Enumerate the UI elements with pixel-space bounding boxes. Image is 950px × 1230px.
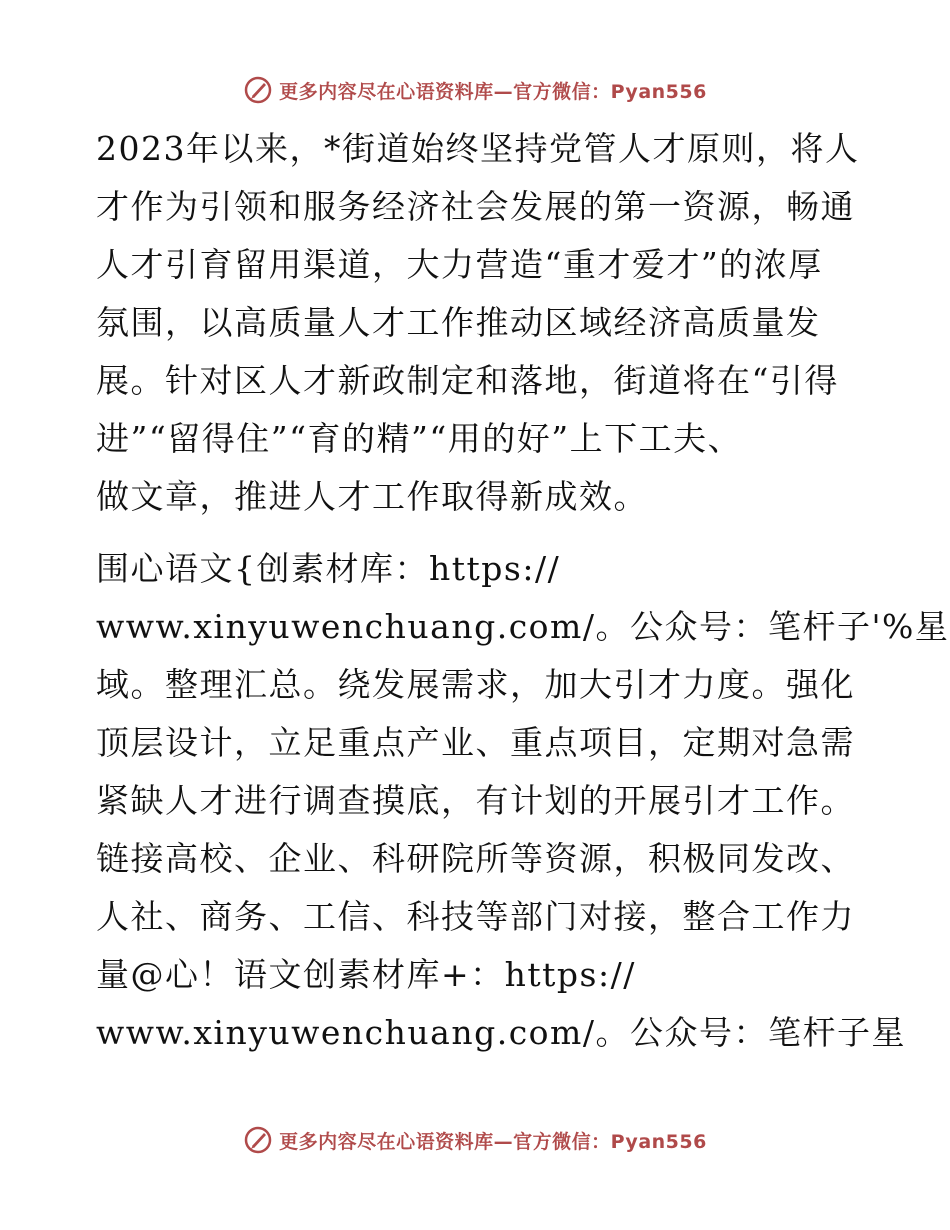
text-line: www.xinyuwenchuang.com/。公众号：笔杆子星: [96, 1013, 906, 1052]
header-banner-text: 更多内容尽在心语资料库—官方微信：Pyan556: [279, 80, 707, 103]
quill-logo-icon: [243, 75, 273, 105]
text-line: 顶层设计，立足重点产业、重点项目，定期对急需: [96, 723, 855, 762]
text-line: 进”“留得住”“育的精”“用的好”上下工夫、: [96, 419, 743, 458]
text-line: 紧缺人才进行调查摸底，有计划的开展引才工作。: [96, 781, 855, 820]
paragraph-gap: [96, 526, 856, 540]
text-line: 人社、商务、工信、科技等部门对接，整合工作力: [96, 897, 855, 936]
quill-logo-icon: [243, 1125, 273, 1155]
text-line: 量@心！语文创素材库+：https://: [96, 955, 636, 994]
paragraph-2: [96, 540, 950, 1062]
text-line: 做文章，推进人才工作取得新成效。: [96, 477, 648, 516]
text-line: 域。整理汇总。绕发展需求，加大引才力度。强化: [96, 665, 855, 704]
text-line: 展。针对区人才新政制定和落地，街道将在“引得: [96, 361, 839, 400]
paragraph-1: [96, 120, 860, 526]
text-line: www.xinyuwenchuang.com/。公众号：笔杆子'%星: [96, 607, 950, 646]
text-line: 围心语文{创素材库：https://: [96, 549, 561, 588]
footer-banner: [0, 1120, 950, 1160]
text-line: 人才引育留用渠道，大力营造“重才爱才”的浓厚: [96, 245, 823, 284]
text-line: 2023年以来，*街道始终坚持党管人才原则，将人: [96, 129, 860, 168]
document-body: [96, 120, 950, 1062]
text-line: 链接高校、企业、科研院所等资源，积极同发改、: [96, 839, 855, 878]
text-line: 才作为引领和服务经济社会发展的第一资源，畅通: [96, 187, 855, 226]
header-banner: [0, 70, 950, 110]
footer-banner-text: 更多内容尽在心语资料库—官方微信：Pyan556: [279, 1130, 707, 1153]
text-line: 氛围，以高质量人才工作推动区域经济高质量发: [96, 303, 821, 342]
